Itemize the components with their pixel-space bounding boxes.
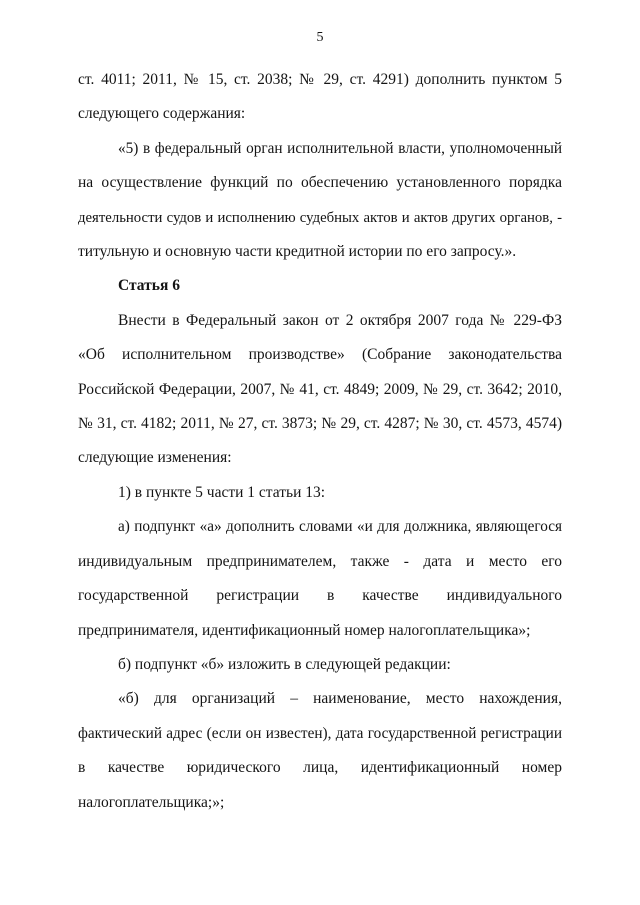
paragraph-continuation bbox=[78, 63, 562, 132]
text-line: № 31, ст. 4182; 2011, № 27, ст. 3873; № 29, ст. 4287; № 30, ст. 4573, 4574) bbox=[78, 415, 562, 433]
text-line: налогоплательщика;»; bbox=[78, 793, 225, 811]
paragraph-item-1 bbox=[78, 476, 562, 510]
text-line: б) подпункт «б» изложить в следующей редакции: bbox=[118, 655, 451, 673]
text-line: Российской Федерации, 2007, № 41, ст. 4849; 2009, № 29, ст. 3642; 2010, bbox=[78, 380, 562, 398]
text-line: «б) для организаций – наименование, место нахождения, bbox=[118, 690, 562, 708]
text-line: «Об исполнительном производстве» (Собрание законодательства bbox=[78, 346, 562, 364]
text-line: фактический адрес (если он известен), дата государственной регистрации bbox=[78, 724, 562, 742]
text-line: титульную и основную части кредитной истории по его запросу.». bbox=[78, 243, 517, 261]
article-heading: Статья 6 bbox=[118, 277, 180, 295]
text-line: Внести в Федеральный закон от 2 октября 2007 года № 229-ФЗ bbox=[118, 311, 562, 329]
paragraph-subitem-b bbox=[78, 648, 562, 682]
page-number: 5 bbox=[316, 30, 324, 45]
text-line: на осуществление функций по обеспечению установленного порядка bbox=[78, 174, 562, 192]
text-line: предпринимателя, идентификационный номер налогоплательщика»; bbox=[78, 621, 531, 639]
document-body bbox=[78, 63, 562, 820]
text-line: следующего содержания: bbox=[78, 105, 246, 123]
paragraph-quoted-item-5 bbox=[78, 132, 562, 270]
paragraph-subitem-b-text bbox=[78, 682, 562, 820]
text-line: следующие изменения: bbox=[78, 449, 232, 467]
text-line: а) подпункт «а» дополнить словами «и для должника, являющегося bbox=[118, 518, 562, 536]
paragraph-article-intro bbox=[78, 304, 562, 476]
text-line: деятельности судов и исполнению судебных актов и актов других органов, - bbox=[78, 209, 562, 226]
text-line: ст. 4011; 2011, № 15, ст. 2038; № 29, ст. 4291) дополнить пунктом 5 bbox=[78, 71, 562, 88]
text-line: государственной регистрации в качестве индивидуального bbox=[78, 587, 562, 605]
paragraph-subitem-a bbox=[78, 510, 562, 648]
text-line: 1) в пункте 5 части 1 статьи 13: bbox=[118, 483, 326, 501]
text-line: индивидуальным предпринимателем, также - дата и место его bbox=[78, 552, 562, 570]
text-line: в качестве юридического лица, идентификационный номер bbox=[78, 759, 562, 777]
text-line: «5) в федеральный орган исполнительной власти, уполномоченный bbox=[118, 139, 562, 157]
